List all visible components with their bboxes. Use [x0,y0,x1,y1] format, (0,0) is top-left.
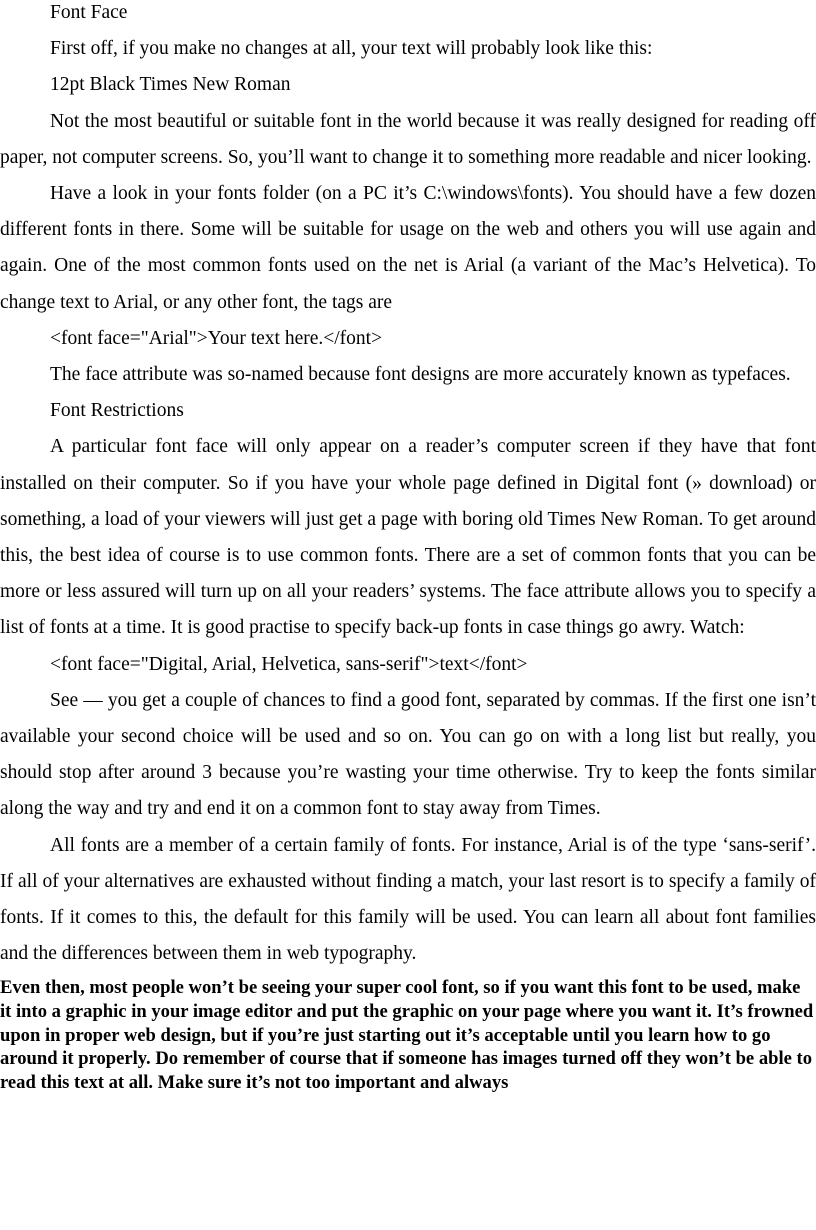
paragraph-chances: See — you get a couple of chances to find a good font, separated by commas. If the first one isn’t available your second choice will be used and so on. You can go on with a long list but really, you should stop after around 3 because you’re wasting your time otherwise. Try to keep the fonts similar along the way and try and end it on a common font to stay away from Times. [0,689,816,820]
paragraph-face-attribute: The face attribute was so-named because font designs are more accurately known as typefaces. [50,364,791,386]
paragraph-fonts-folder: Have a look in your fonts folder (on a PC it’s C:\windows\fonts). You should have a few dozen different fonts in there. Some will be suitable for usage on the web and others you will use again and again. One of the most common fonts used on the net is Arial (a variant of the Mac’s Helvetica). To change text to Arial, or any other font, the tags are [0,183,816,313]
code-font-arial: <font face="Arial">Your text here.</font> [50,327,383,349]
paragraph-intro: First off, if you make no changes at all, your text will probably look like this: [50,38,653,60]
paragraph-graphic-note: Even then, most people won’t be seeing your super cool font, so if you want this font to be used, make it into a graphic in your image editor and put the graphic on your page where you want it. It’s frowned upon in proper web design, but if you’re just starting out it’s acceptable until you learn how to go around it properly. Do remember of course that if someone has images turned off they won’t be able to read this text at all. Make sure it’s not too important and always [0,977,814,1093]
code-font-list: <font face="Digital, Arial, Helvetica, sans-serif">text</font> [50,653,528,675]
paragraph-families: All fonts are a member of a certain family of fonts. For instance, Arial is of the type ‘sans-serif’. If all of your alternatives are exhausted without finding a match, your last resort is to specify a family of fonts. If it comes to this, the default for this family will be used. You can learn all about font families and the differences between them in web typography. [0,834,816,965]
paragraph-default-font: 12pt Black Times New Roman [50,74,291,96]
heading-font-face: Font Face [50,2,128,23]
paragraph-not-beautiful: Not the most beautiful or suitable font in the world because it was really designed for reading off paper, not computer screens. So, you’ll want to change it to something more readable and nicer looking. [0,110,816,168]
paragraph-restrictions: A particular font face will only appear on a reader’s computer screen if they have that font installed on their computer. So if you have your whole page defined in Digital font (» download) or something, a load of your viewers will just get a page with boring old Times New Roman. To get around this, the best idea of course is to use common fonts. There are a set of common fonts that you can be more or less assured will turn up on all your readers’ systems. The face attribute allows you to specify a list of fonts at a time. It is good practise to specify back-up fonts in case things go awry. Watch: [0,436,816,639]
heading-font-restrictions: Font Restrictions [50,400,184,422]
